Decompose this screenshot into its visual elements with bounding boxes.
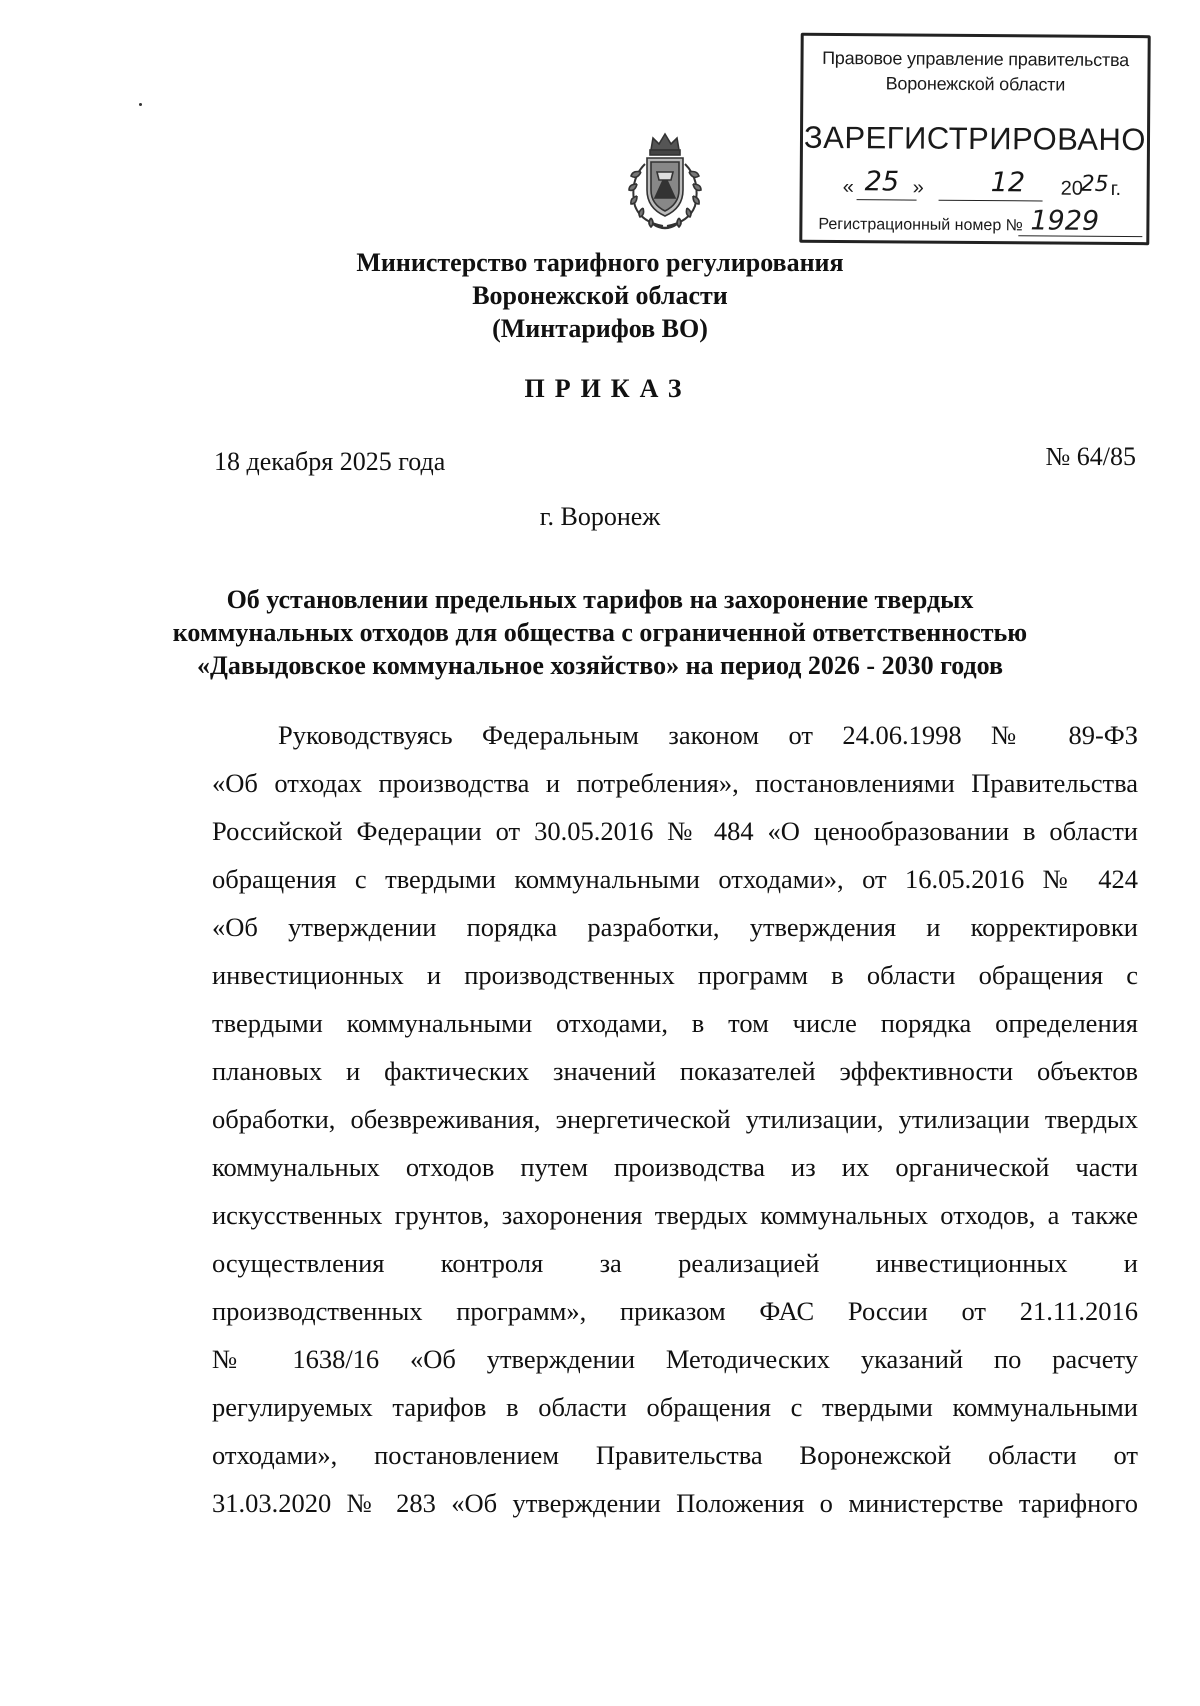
stamp-regnum-underline	[1018, 235, 1142, 237]
stray-dot	[139, 103, 142, 106]
body-line: твердыми коммунальными отходами, в том числе порядка определения	[212, 1008, 1138, 1038]
ministry-line-2: Воронежской области	[472, 281, 728, 310]
body-line: производственных программ», приказом ФАС России от 21.11.2016	[212, 1296, 1138, 1326]
body-line: «Об отходах производства и потребления», постановлениями Правительства	[212, 768, 1138, 798]
document-date: 18 декабря 2025 года	[214, 447, 446, 476]
stamp-org-line-1: Правовое управление правительства	[822, 47, 1130, 71]
ministry-line-1: Министерство тарифного регулирования	[356, 248, 844, 277]
stamp-date-quote-open: «	[842, 176, 854, 199]
stamp-date	[843, 166, 1143, 204]
stamp-registered-label: ЗАРЕГИСТРИРОВАНО	[803, 119, 1147, 158]
body-line: № 1638/16 «Об утверждении Методических указаний по расчету	[212, 1344, 1138, 1374]
stamp-date-month: 12	[990, 167, 1026, 199]
body-line: «Об утверждении порядка разработки, утверждения и корректировки	[212, 912, 1138, 942]
document-body	[212, 711, 1138, 1527]
stamp-registration-number	[818, 205, 1142, 242]
body-line: отходами», постановлением Правительства Воронежской области от	[212, 1440, 1138, 1470]
body-line: обработки, обезвреживания, энергетической утилизации, утилизации твердых	[212, 1104, 1138, 1134]
document-title	[0, 583, 1200, 682]
coat-of-arms-icon	[617, 128, 713, 234]
body-line: осуществления контроля за реализацией инвестиционных и	[212, 1248, 1138, 1278]
body-line: 31.03.2020 № 283 «Об утверждении Положения о министерстве тарифного	[212, 1488, 1138, 1518]
stamp-date-day-underline	[857, 199, 917, 200]
stamp-org-line-2: Воронежской области	[885, 73, 1066, 95]
stamp-date-year-g: г.	[1110, 177, 1122, 201]
stamp-date-quote-close: »	[912, 176, 924, 199]
body-line: обращения с твердыми коммунальными отходами», от 16.05.2016 № 424	[212, 864, 1138, 894]
stamp-date-day: 25	[864, 166, 900, 198]
document-number: № 64/85	[1045, 442, 1136, 471]
registration-stamp	[799, 33, 1150, 245]
body-line: регулируемых тарифов в области обращения с твердыми коммунальными	[212, 1392, 1138, 1422]
title-line-2: коммунальных отходов для общества с ограниченной ответственностью	[172, 618, 1028, 647]
body-line: инвестиционных и производственных программ в области обращения с	[212, 960, 1138, 990]
stamp-date-year-suffix: 25	[1080, 171, 1109, 197]
document-type: ПРИКАЗ	[524, 374, 692, 403]
body-line: коммунальных отходов путем производства из их органической части	[212, 1152, 1138, 1182]
body-line: искусственных грунтов, захоронения твердых коммунальных отходов, а также	[212, 1200, 1138, 1230]
stamp-organization	[803, 46, 1147, 98]
ministry-line-3: (Минтарифов ВО)	[492, 314, 708, 343]
stamp-regnum-label: Регистрационный номер №	[818, 215, 1023, 235]
body-line: Российской Федерации от 30.05.2016 № 484 «О ценообразовании в области	[212, 816, 1138, 846]
stamp-date-month-underline	[939, 200, 1043, 202]
stamp-date-year-prefix: 20	[1060, 177, 1083, 200]
body-line: плановых и фактических значений показателей эффективности объектов	[212, 1056, 1138, 1086]
body-line: Руководствуясь Федеральным законом от 24.06.1998 № 89-ФЗ	[278, 720, 1138, 750]
title-line-3: «Давыдовское коммунальное хозяйство» на период 2026 - 2030 годов	[196, 651, 1004, 680]
ministry-name	[0, 246, 1200, 345]
stamp-regnum-value: 1929	[1030, 205, 1100, 237]
document-city: г. Воронеж	[539, 502, 661, 531]
title-line-1: Об установлении предельных тарифов на захоронение твердых	[226, 585, 974, 614]
